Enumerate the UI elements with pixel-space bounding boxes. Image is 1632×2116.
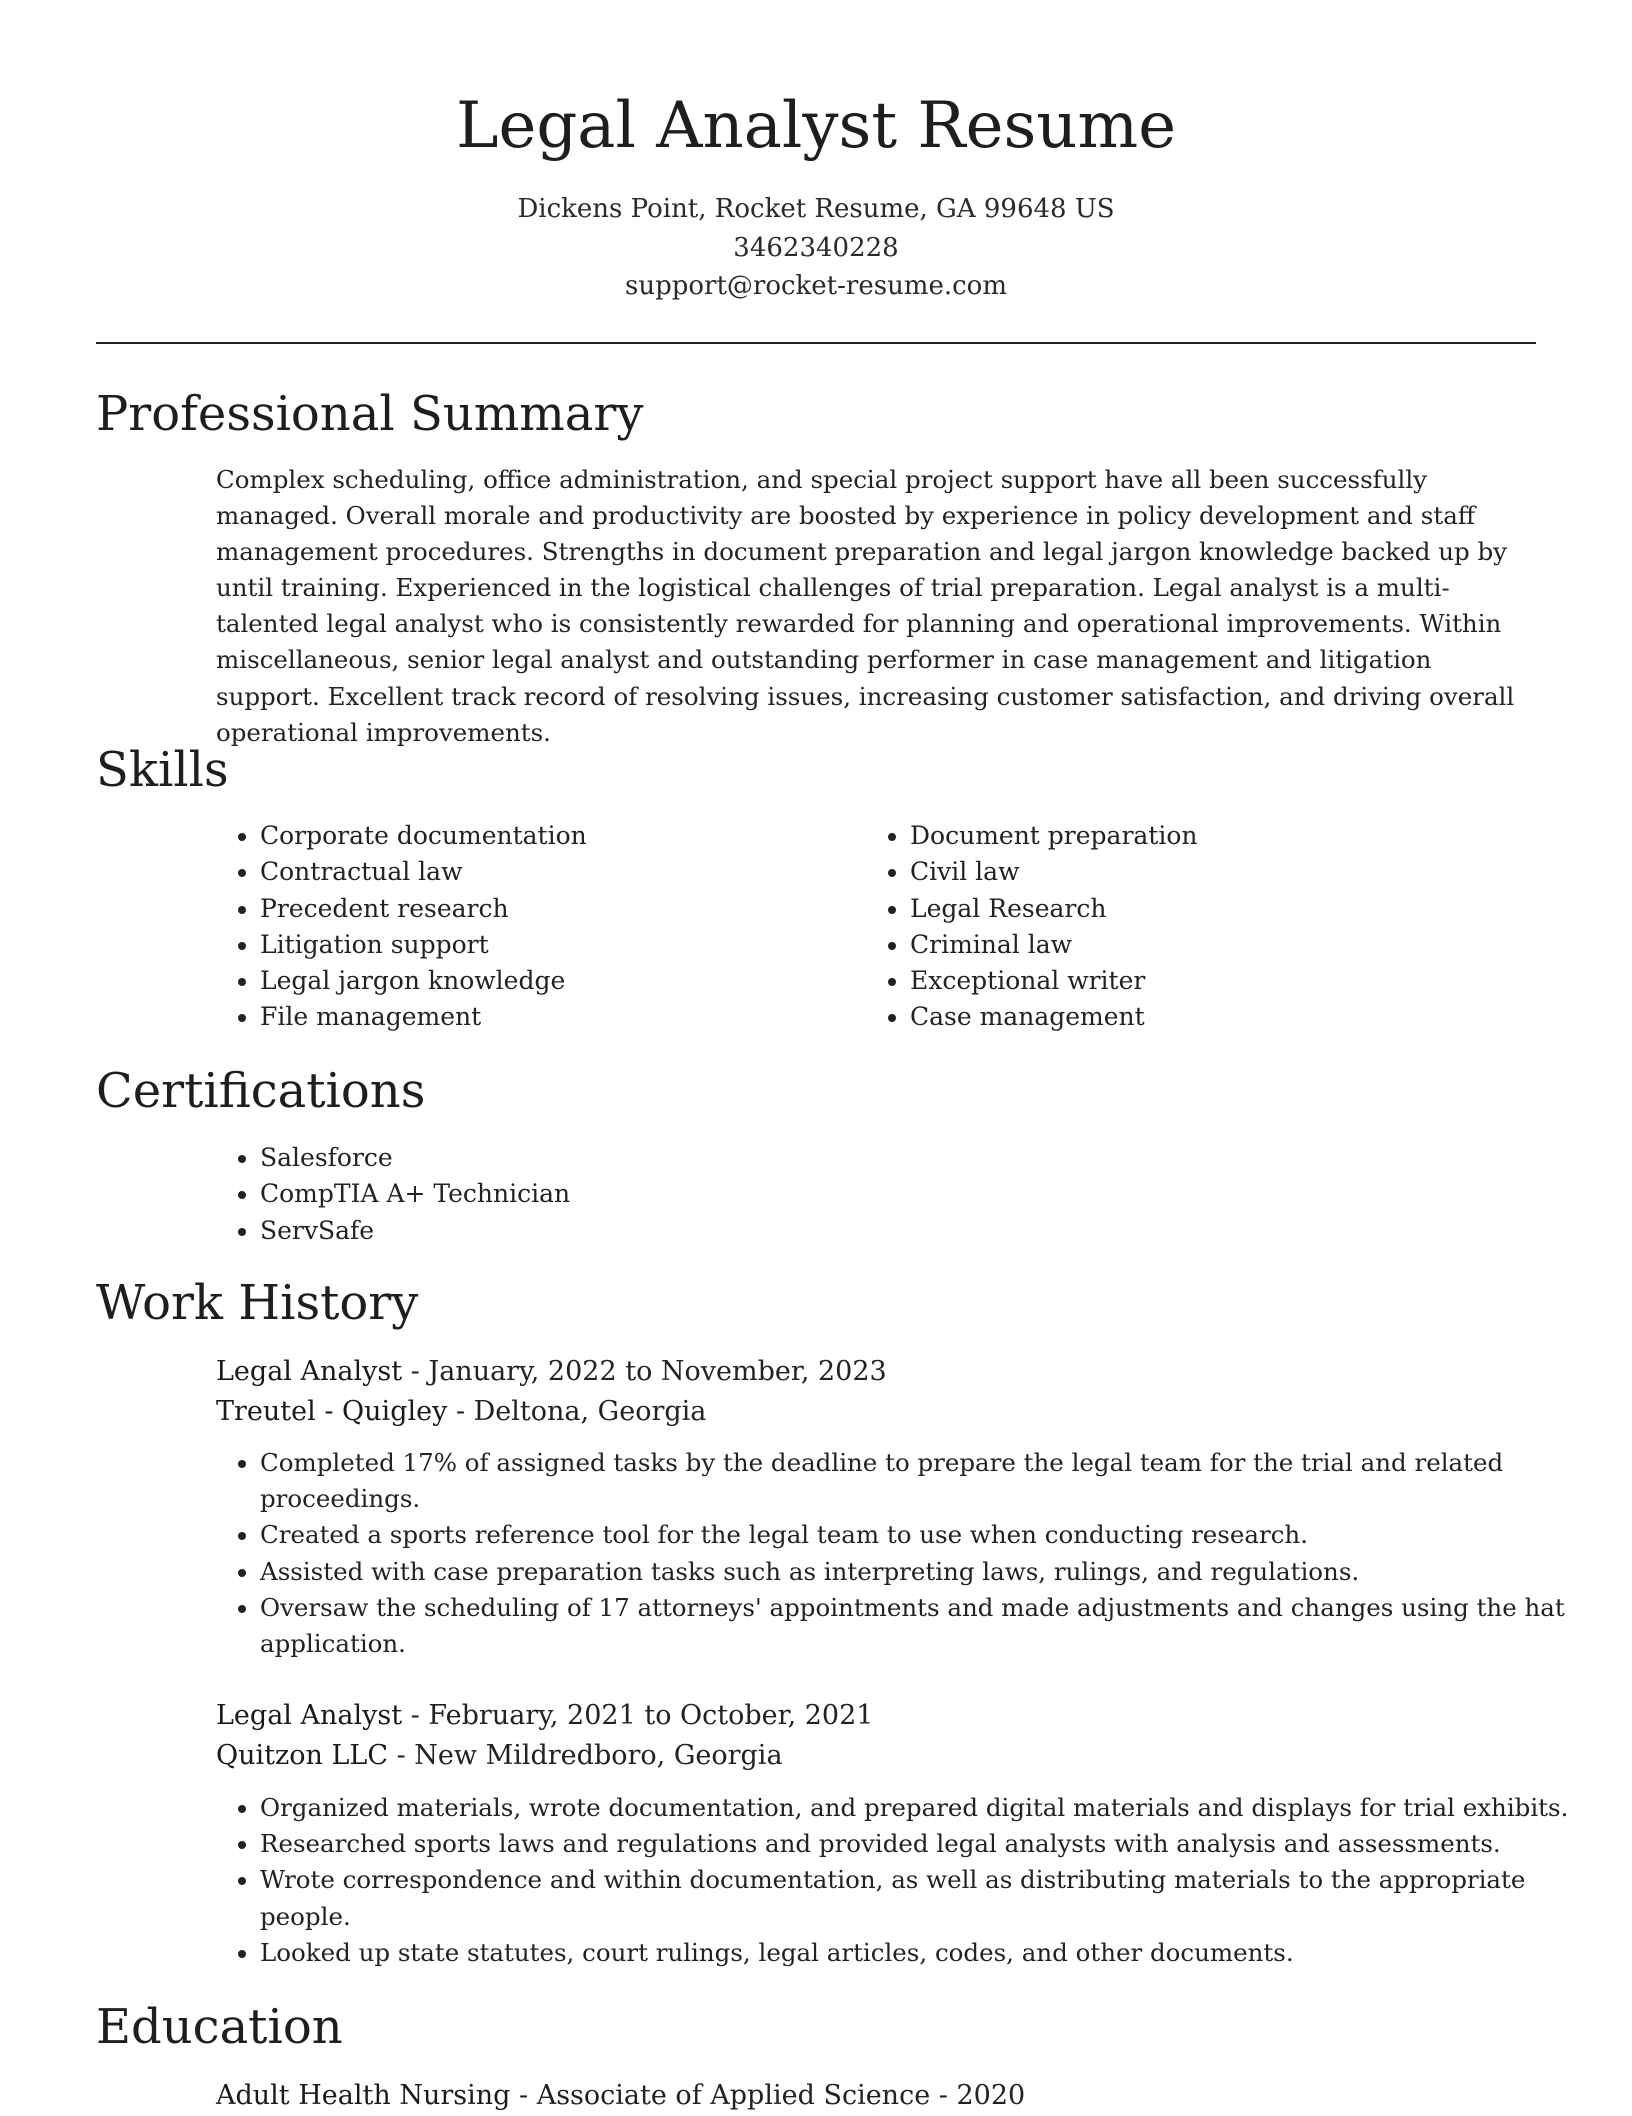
skills-heading: Skills (96, 742, 229, 798)
skill-item: • Legal Research (910, 891, 1510, 927)
skill-item: • Contractual law (260, 854, 860, 890)
header-divider (96, 342, 1536, 344)
education-field: Adult Health Nursing (216, 2080, 511, 2111)
summary-heading: Professional Summary (96, 386, 644, 442)
job-1-company-line (216, 1392, 706, 1432)
certifications-list (216, 1140, 1060, 1249)
job-location: Deltona, Georgia (473, 1396, 707, 1427)
skill-item: • Corporate documentation (260, 818, 860, 854)
job-title: Legal Analyst (216, 1356, 403, 1387)
separator: - (402, 1700, 429, 1731)
job-dates: January, 2022 to November, 2023 (428, 1356, 887, 1387)
job-bullet: • Looked up state statutes, court rulings, legal articles, codes, and other documents. (260, 1935, 1582, 1971)
certifications-heading: Certifications (96, 1063, 426, 1119)
education-entry (216, 2076, 1025, 2116)
education-degree: Associate of Applied Science (536, 2080, 931, 2111)
skills-list-left (216, 818, 860, 1036)
job-bullet: • Oversaw the scheduling of 17 attorneys' appointments and made adjustments and changes using the hat application. (260, 1590, 1582, 1662)
skill-item: • Document preparation (910, 818, 1510, 854)
job-company: Treutel - Quigley (216, 1396, 448, 1427)
education-year: 2020 (956, 2080, 1026, 2111)
job-bullet: • Wrote correspondence and within documentation, as well as distributing materials to the appropriate people. (260, 1862, 1582, 1934)
job-1-title-line (216, 1352, 887, 1392)
contact-address: Dickens Point, Rocket Resume, GA 99648 US (517, 194, 1115, 224)
job-bullet: • Researched sports laws and regulations and provided legal analysts with analysis and assessments. (260, 1826, 1582, 1862)
job-dates: February, 2021 to October, 2021 (428, 1700, 874, 1731)
separator: - (510, 2080, 537, 2111)
skill-item: • Criminal law (910, 927, 1510, 963)
certification-item: • ServSafe (260, 1213, 1060, 1249)
job-location: New Mildredboro, Georgia (414, 1740, 783, 1771)
contact-phone: 3462340228 (733, 233, 899, 263)
job-2-company-line (216, 1736, 783, 1776)
certification-item: • Salesforce (260, 1140, 1060, 1176)
job-bullet: • Completed 17% of assigned tasks by the deadline to prepare the legal team for the trial and related proceedings. (260, 1445, 1582, 1517)
job-company: Quitzon LLC (216, 1740, 388, 1771)
skill-item: • Civil law (910, 854, 1510, 890)
contact-email: support@rocket-resume.com (624, 271, 1007, 301)
skill-item: • Legal jargon knowledge (260, 963, 860, 999)
job-bullet: • Organized materials, wrote documentation, and prepared digital materials and displays for trial exhibits. (260, 1790, 1582, 1826)
summary-text: Complex scheduling, office administration, and special project support have all been successfully managed. Overall morale and productivity are boosted by experience in policy development and staff management procedures. Strengths in document preparation and legal jargon knowledge backed up by until training. Experienced in the logistical challenges of trial preparation. Legal analyst is a multi-talented legal analyst who is consistently rewarded for planning and operational improvements. Within miscellaneous, senior legal analyst and outstanding performer in case management and litigation support. Excellent track record of resolving issues, increasing customer satisfaction, and driving overall operational improvements. (216, 465, 1515, 747)
separator: - (930, 2080, 957, 2111)
skills-list-right (866, 818, 1510, 1036)
work-history-heading: Work History (96, 1275, 419, 1331)
separator: - (387, 1740, 415, 1771)
job-2-title-line (216, 1696, 873, 1736)
job-2-bullets (216, 1790, 1582, 1971)
resume-title: Legal Analyst Resume (455, 89, 1177, 163)
job-bullet: • Assisted with case preparation tasks such as interpreting laws, rulings, and regulations. (260, 1554, 1582, 1590)
certification-item: • CompTIA A+ Technician (260, 1176, 1060, 1212)
separator: - (447, 1396, 474, 1427)
skill-item: • Litigation support (260, 927, 860, 963)
job-bullet: • Created a sports reference tool for the legal team to use when conducting research. (260, 1517, 1582, 1553)
skill-item: • Exceptional writer (910, 963, 1510, 999)
job-1-bullets (216, 1445, 1582, 1662)
job-title: Legal Analyst (216, 1700, 403, 1731)
skill-item: • File management (260, 999, 860, 1035)
skill-item: • Case management (910, 999, 1510, 1035)
education-heading: Education (96, 1999, 343, 2055)
skill-item: • Precedent research (260, 891, 860, 927)
separator: - (402, 1356, 429, 1387)
